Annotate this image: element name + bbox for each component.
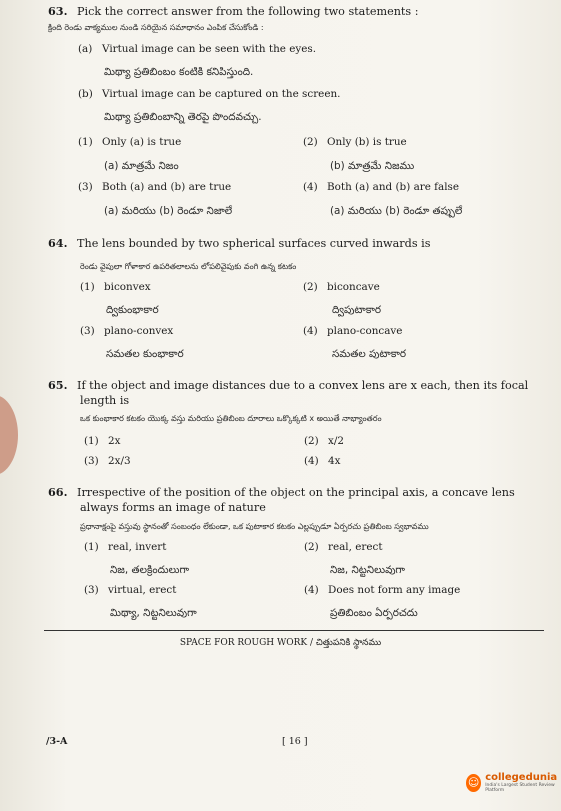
question-number: 64. <box>48 236 68 250</box>
collegedunia-logo-icon: ☺ <box>466 774 481 792</box>
question-number: 63. <box>48 4 68 18</box>
question-number: 65. <box>48 378 68 392</box>
option-63-3: (3) Both (a) and (b) are true <box>78 181 232 193</box>
option-66-4: (4) Does not form any image <box>304 584 461 596</box>
option-66-2-telugu: నిజ, నిట్టనిలువుగా <box>330 564 406 576</box>
option-63-2: (2) Only (b) is true <box>303 136 407 148</box>
collegedunia-watermark <box>466 772 561 793</box>
question-63-telugu: క్రింది రెండు వాక్యముల నుండి సరియైన సమాధానం ఎంపిక చేసుకోండి : <box>48 23 264 32</box>
statement-b: (b) Virtual image can be captured on the screen. <box>78 88 341 100</box>
watermark-name: collegedunia <box>485 772 558 783</box>
option-64-4-telugu: సమతల పుటాకార <box>332 348 407 360</box>
option-64-3-telugu: సమతల కుంభాకార <box>106 348 184 360</box>
question-65 <box>48 378 548 393</box>
option-63-3-telugu: (a) మరియు (b) రెండూ నిజాలే <box>104 205 233 217</box>
option-66-2: (2) real, erect <box>304 541 383 553</box>
option-64-1: (1) biconvex <box>80 281 151 293</box>
finger-shadow <box>0 395 18 475</box>
page-number: [ 16 ] <box>282 736 308 747</box>
option-64-2: (2) biconcave <box>303 281 380 293</box>
question-66-telugu: ప్రధానాక్షంపై వస్తువు స్థానంతో సంబంధం లేకుండా, ఒక పుటాకార కటకం ఎల్లప్పుడూ ఏర్పరచు ప్రతిబింబ స్వభావము <box>80 522 429 531</box>
question-64-telugu: రెండు వైపులా గోళాకార ఉపరితలాలను లోపలివైపుకు వంగి ఉన్న కటకం <box>80 262 297 271</box>
divider <box>44 630 544 631</box>
option-63-4: (4) Both (a) and (b) are false <box>303 181 460 193</box>
question-65-telugu: ఒక కుంభాకార కటకం యొక్క వస్తు మరియు ప్రతిబింబ దూరాలు ఒక్కొక్కటి x అయితే నాభ్యాంతరం <box>80 414 382 423</box>
option-65-4: (4) 4x <box>304 455 341 467</box>
option-66-4-telugu: ప్రతిబింబం ఏర్పరచదు <box>330 607 418 619</box>
question-text-line-1: If the object and image distances due to a convex lens are x each, then its focal <box>77 379 529 392</box>
option-63-1: (1) Only (a) is true <box>78 136 182 148</box>
question-63 <box>48 4 548 19</box>
option-64-2-telugu: ద్విపుటాకార <box>332 304 381 316</box>
option-63-4-telugu: (a) మరియు (b) రెండూ తప్పులే <box>330 205 463 217</box>
option-66-3: (3) virtual, erect <box>84 584 177 596</box>
question-number: 66. <box>48 485 68 499</box>
question-text-line-1: Irrespective of the position of the object on the principal axis, a concave lens <box>77 486 515 499</box>
question-text: The lens bounded by two spherical surfaces curved inwards is <box>77 237 431 250</box>
option-66-1: (1) real, invert <box>84 541 167 553</box>
option-63-1-telugu: (a) మాత్రమే నిజం <box>104 160 179 172</box>
option-64-4: (4) plano-concave <box>303 325 403 337</box>
option-65-3: (3) 2x/3 <box>84 455 131 467</box>
option-65-1: (1) 2x <box>84 435 121 447</box>
statement-a-telugu: మిథ్యా ప్రతిబింబం కంటికి కనిపిస్తుంది. <box>104 66 254 78</box>
statement-a: (a) Virtual image can be seen with the eyes. <box>78 43 317 55</box>
option-64-1-telugu: ద్వికుంభాకార <box>106 304 159 316</box>
option-65-2: (2) x/2 <box>304 435 344 447</box>
option-63-2-telugu: (b) మాత్రమే నిజము <box>330 160 415 172</box>
option-66-3-telugu: మిథ్యా, నిట్టనిలువుగా <box>110 607 197 619</box>
question-text: Pick the correct answer from the following two statements : <box>77 5 419 18</box>
option-64-3: (3) plano-convex <box>80 325 174 337</box>
watermark-tagline: India's Largest Student Review Platform <box>485 783 555 793</box>
rough-work-label: SPACE FOR ROUGH WORK / చిత్తుపనికి స్థానము <box>179 638 382 648</box>
question-64 <box>48 236 548 251</box>
question-66-line-2: always forms an image of nature <box>80 501 266 514</box>
question-66 <box>48 485 548 500</box>
statement-b-telugu: మిథ్యా ప్రతిబింబాన్ని తెరపై పొందవచ్చు. <box>104 111 262 123</box>
question-65-line-2: length is <box>80 394 130 407</box>
option-66-1-telugu: నిజ, తలక్రిందులుగా <box>110 564 190 576</box>
paper-code: /3-A <box>46 736 68 747</box>
